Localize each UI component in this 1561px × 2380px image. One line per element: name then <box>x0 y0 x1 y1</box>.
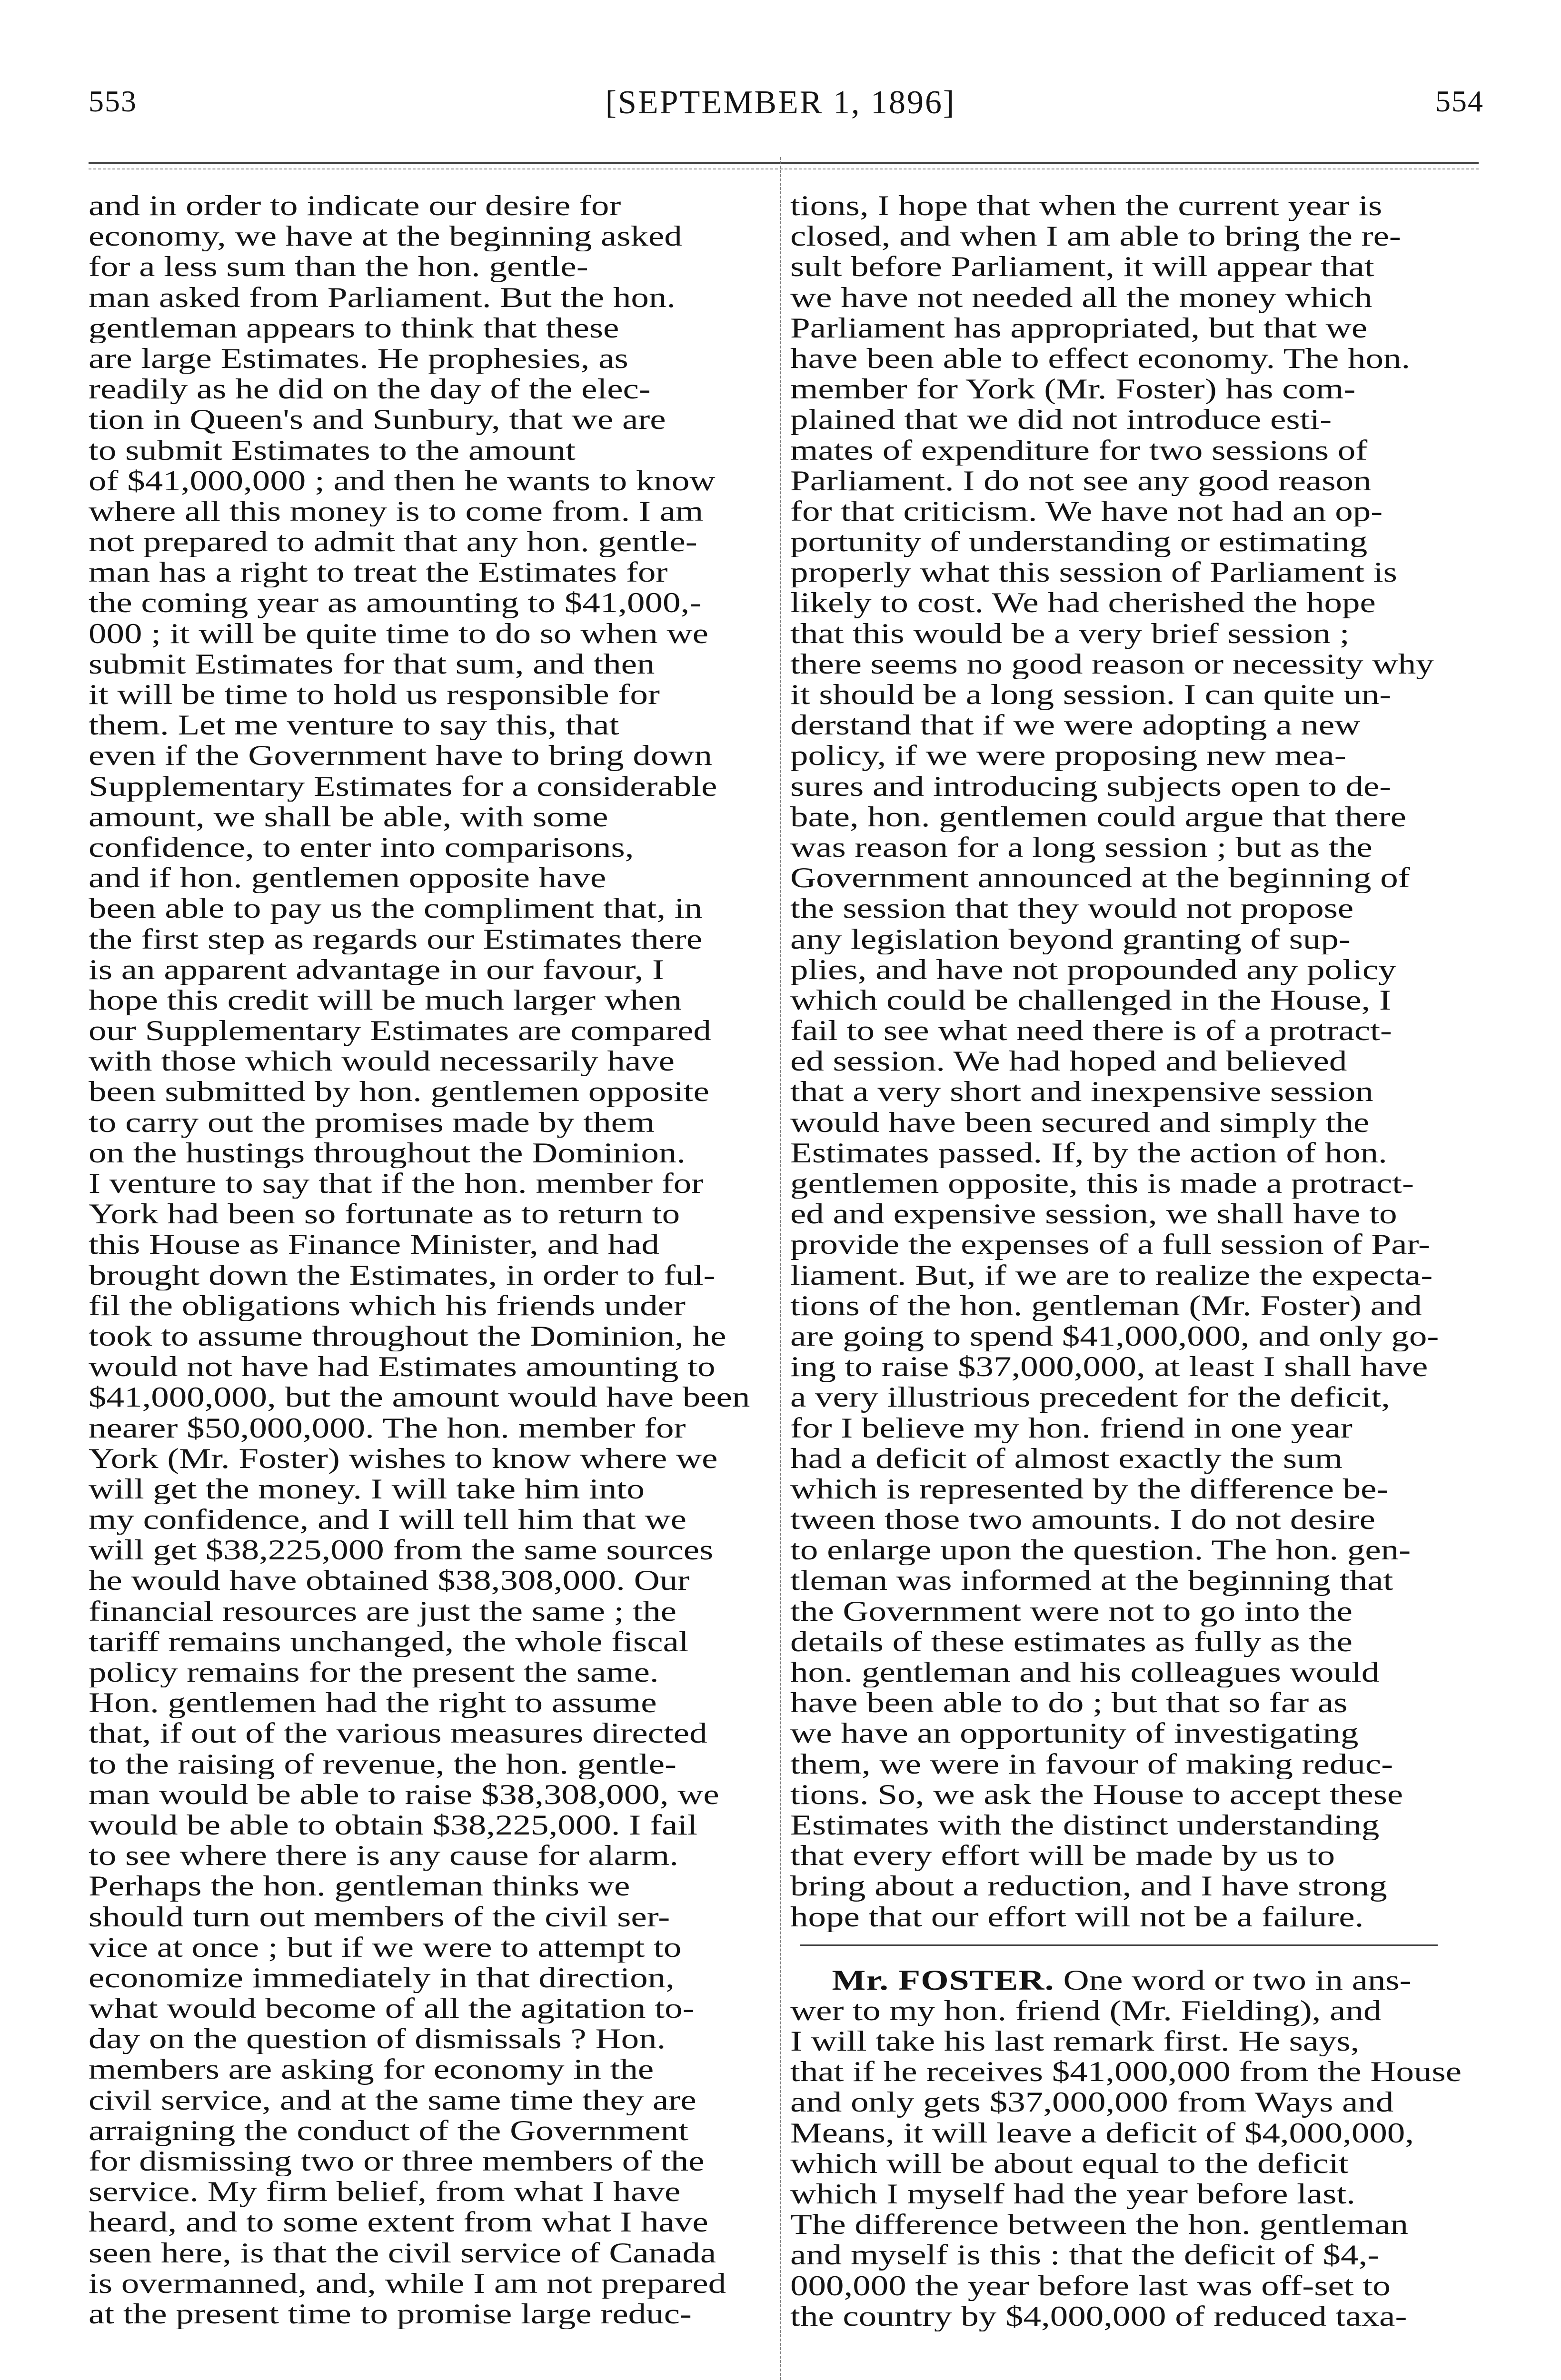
line-text: what would become of all the agitation to- <box>89 1993 695 2024</box>
text-line <box>790 649 1471 679</box>
text-line <box>89 1871 765 1901</box>
text-line <box>89 1138 765 1168</box>
text-line <box>89 557 765 587</box>
text-line <box>89 649 765 679</box>
line-text: that, if out of the various measures directed <box>89 1718 707 1749</box>
line-text: York (Mr. Foster) wishes to know where we <box>89 1443 718 1474</box>
text-line <box>790 1076 1471 1107</box>
text-line <box>790 1168 1471 1199</box>
text-line <box>89 1199 765 1229</box>
line-text: Estimates passed. If, by the action of hon. <box>790 1137 1387 1168</box>
line-text: tween those two amounts. I do not desire <box>790 1504 1375 1535</box>
text-line <box>790 1718 1471 1748</box>
line-text: nearer $50,000,000. The hon. member for <box>89 1412 686 1443</box>
column-divider <box>780 157 781 2380</box>
right-column-paragraph-1 <box>790 190 1471 1932</box>
text-line <box>89 1840 765 1871</box>
text-line <box>790 1626 1471 1657</box>
text-line <box>89 1993 765 2023</box>
text-line <box>790 618 1471 649</box>
text-line <box>89 710 765 740</box>
text-line <box>89 1810 765 1840</box>
line-text: financial resources are just the same ; the <box>89 1596 676 1626</box>
speech-separator-rule <box>800 1944 1438 1946</box>
text-line <box>89 404 765 435</box>
line-text: for a less sum than the hon. gentle- <box>89 251 588 282</box>
text-line <box>790 1687 1471 1718</box>
text-line <box>790 863 1471 893</box>
text-line <box>89 2268 765 2299</box>
line-text: economize immediately in that direction, <box>89 1962 675 1993</box>
text-line <box>89 863 765 893</box>
line-text: Perhaps the hon. gentleman thinks we <box>89 1871 630 1902</box>
line-text: would not have had Estimates amounting to <box>89 1351 716 1382</box>
text-line <box>89 2299 765 2329</box>
text-line <box>89 2176 765 2207</box>
line-text: for I believe my hon. friend in one year <box>790 1412 1352 1443</box>
line-text: brought down the Estimates, in order to ful- <box>89 1259 716 1290</box>
line-text: $41,000,000, but the amount would have been <box>89 1382 750 1413</box>
text-line <box>89 2146 765 2176</box>
text-line <box>790 2026 1471 2056</box>
text-line <box>790 1199 1471 1229</box>
line-text: gentlemen opposite, this is made a protract- <box>790 1168 1414 1199</box>
line-text: any legislation beyond granting of sup- <box>790 923 1351 954</box>
text-line <box>790 2087 1471 2117</box>
text-line <box>89 587 765 618</box>
line-text: amount, we shall be able, with some <box>89 801 608 832</box>
line-text: 000 ; it will be quite time to do so when we <box>89 618 708 649</box>
line-text: our Supplementary Estimates are compared <box>89 1015 711 1046</box>
text-line <box>790 1840 1471 1871</box>
text-line <box>790 404 1471 435</box>
text-line <box>89 1902 765 1932</box>
text-line <box>790 1504 1471 1535</box>
line-text: details of these estimates as fully as the <box>790 1626 1352 1657</box>
text-line <box>89 1932 765 1963</box>
text-line <box>89 496 765 526</box>
line-text: plies, and have not propounded any policy <box>790 954 1396 985</box>
text-line <box>89 802 765 832</box>
line-text: provide the expenses of a full session of Par- <box>790 1229 1431 1260</box>
line-text: that this would be a very brief session ; <box>790 618 1350 649</box>
text-line <box>89 1687 765 1718</box>
text-line <box>89 435 765 466</box>
line-text: the session that they would not propose <box>790 893 1354 924</box>
text-line <box>790 1260 1471 1290</box>
line-text: Hon. gentlemen had the right to assume <box>89 1687 657 1718</box>
speaker-name: Mr. FOSTER. <box>832 1964 1054 1995</box>
line-text: vice at once ; but if we were to attempt to <box>89 1932 682 1963</box>
line-text: and if hon. gentlemen opposite have <box>89 863 607 893</box>
text-line <box>790 1413 1471 1443</box>
text-line <box>790 251 1471 282</box>
page-number-left: 553 <box>89 84 137 118</box>
line-text: the Government were not to go into the <box>790 1596 1352 1626</box>
text-line <box>790 2209 1471 2240</box>
text-line <box>790 374 1471 404</box>
line-text: tleman was informed at the beginning that <box>790 1565 1393 1596</box>
line-text: been able to pay us the compliment that, in <box>89 893 703 924</box>
text-line <box>89 924 765 954</box>
text-line <box>790 1596 1471 1626</box>
text-line <box>89 1321 765 1351</box>
line-text: man has a right to treat the Estimates for <box>89 557 668 588</box>
line-text: to see where there is any cause for alarm. <box>89 1840 679 1871</box>
text-line <box>790 985 1471 1015</box>
text-line <box>790 740 1471 771</box>
line-text: which could be challenged in the House, I <box>790 984 1392 1016</box>
line-text: man asked from Parliament. But the hon. <box>89 282 676 313</box>
line-text: for that criticism. We have not had an op- <box>790 496 1383 527</box>
line-text: the coming year as amounting to $41,000,- <box>89 587 702 618</box>
line-text: tions. So, we ask the House to accept these <box>790 1779 1403 1810</box>
text-line <box>89 1413 765 1443</box>
line-text: are large Estimates. He prophesies, as <box>89 343 628 374</box>
line-text: hope this credit will be much larger when <box>89 984 682 1016</box>
text-line <box>89 466 765 496</box>
line-text: have been able to effect economy. The hon. <box>790 343 1411 374</box>
text-line <box>89 1290 765 1321</box>
text-line <box>790 1321 1471 1351</box>
text-line <box>89 221 765 251</box>
line-text: closed, and when I am able to bring the re- <box>790 221 1401 252</box>
text-line <box>790 2301 1471 2331</box>
text-line <box>790 771 1471 802</box>
line-text: submit Estimates for that sum, and then <box>89 648 655 679</box>
left-column-paragraph <box>89 190 765 2329</box>
line-text: should turn out members of the civil ser- <box>89 1901 670 1932</box>
line-text: on the hustings throughout the Dominion. <box>89 1137 686 1168</box>
line-text: that a very short and inexpensive session <box>790 1076 1373 1107</box>
right-column-paragraph-2 <box>790 1965 1471 2331</box>
line-text: will get $38,225,000 from the same sources <box>89 1535 714 1566</box>
line-text: them, we were in favour of making reduc- <box>790 1748 1393 1779</box>
line-text: that if he receives $41,000,000 from the House <box>790 2056 1462 2087</box>
text-line <box>790 1565 1471 1596</box>
header-rule <box>89 162 1479 164</box>
line-text: are going to spend $41,000,000, and only go- <box>790 1320 1439 1352</box>
text-line <box>790 1382 1471 1412</box>
text-line <box>89 1015 765 1046</box>
text-line <box>89 526 765 557</box>
line-text: we have not needed all the money which <box>790 282 1372 313</box>
text-line <box>89 2023 765 2054</box>
line-text: Estimates with the distinct understanding <box>790 1809 1380 1841</box>
line-text: sures and introducing subjects open to de- <box>790 771 1392 802</box>
line-text: bring about a reduction, and I have strong <box>790 1871 1387 1902</box>
line-text: readily as he did on the day of the elec- <box>89 374 651 405</box>
text-line <box>790 1046 1471 1076</box>
line-text: this House as Finance Minister, and had <box>89 1229 659 1260</box>
text-line <box>89 1168 765 1199</box>
line-text: which I myself had the year before last. <box>790 2179 1356 2210</box>
text-line <box>790 802 1471 832</box>
text-line <box>790 2056 1471 2087</box>
text-line <box>89 2054 765 2084</box>
line-text: confidence, to enter into comparisons, <box>89 832 634 863</box>
right-column <box>790 190 1471 2331</box>
text-line <box>89 985 765 1015</box>
text-line <box>89 1260 765 1290</box>
text-line <box>89 1596 765 1626</box>
text-line <box>89 740 765 771</box>
text-line <box>790 1107 1471 1138</box>
line-text: Government announced at the beginning of <box>790 863 1410 893</box>
line-text: sult before Parliament, it will appear that <box>790 251 1374 282</box>
line-text: bate, hon. gentlemen could argue that there <box>790 801 1406 832</box>
text-line <box>790 893 1471 923</box>
text-line <box>790 343 1471 374</box>
text-line <box>790 1015 1471 1046</box>
text-line <box>89 1351 765 1382</box>
line-text: liament. But, if we are to realize the expecta- <box>790 1259 1433 1290</box>
line-text: been submitted by hon. gentlemen opposite <box>89 1076 709 1107</box>
text-line <box>89 251 765 282</box>
line-text: policy remains for the present the same. <box>89 1657 659 1688</box>
line-text: my confidence, and I will tell him that we <box>89 1504 686 1535</box>
line-text: for dismissing two or three members of the <box>89 2146 705 2177</box>
text-line <box>89 2115 765 2146</box>
text-line <box>790 466 1471 496</box>
line-text: which is represented by the difference be- <box>790 1473 1389 1505</box>
text-line <box>790 587 1471 618</box>
line-text: it should be a long session. I can quite un- <box>790 679 1392 710</box>
line-text: Means, it will leave a deficit of $4,000,000, <box>790 2117 1414 2148</box>
line-text: tions, I hope that when the current year is <box>790 190 1382 221</box>
line-text: mates of expenditure for two sessions of <box>790 435 1368 466</box>
text-line <box>790 1138 1471 1168</box>
text-line <box>89 679 765 710</box>
text-line <box>89 1657 765 1687</box>
text-line <box>89 1626 765 1657</box>
text-line <box>790 1657 1471 1687</box>
line-text: not prepared to admit that any hon. gentle- <box>89 526 697 557</box>
text-line <box>790 526 1471 557</box>
text-line <box>790 710 1471 740</box>
text-line <box>89 1382 765 1412</box>
line-text: members are asking for economy in the <box>89 2054 654 2085</box>
line-text: tions of the hon. gentleman (Mr. Foster) and <box>790 1290 1422 1321</box>
text-line <box>89 1229 765 1259</box>
line-text: ed and expensive session, we shall have to <box>790 1199 1397 1230</box>
line-text: to enlarge upon the question. The hon. gen- <box>790 1535 1411 1566</box>
line-text: I will take his last remark first. He says, <box>790 2026 1360 2057</box>
text-line <box>790 190 1471 221</box>
text-line <box>790 2179 1471 2209</box>
text-line <box>790 1995 1471 2026</box>
line-text: fail to see what need there is of a protract- <box>790 1015 1392 1046</box>
line-text: the first step as regards our Estimates there <box>89 923 703 954</box>
text-line <box>790 1810 1471 1840</box>
line-text: of $41,000,000 ; and then he wants to know <box>89 465 716 496</box>
line-text: to submit Estimates to the amount <box>89 435 576 466</box>
text-line <box>790 2271 1471 2301</box>
text-line <box>89 343 765 374</box>
text-line <box>790 282 1471 313</box>
line-text: man would be able to raise $38,308,000, we <box>89 1779 719 1810</box>
line-text: them. Let me venture to say this, that <box>89 710 619 741</box>
line-text: and in order to indicate our desire for <box>89 190 621 221</box>
line-text: hope that our effort will not be a failure. <box>790 1901 1364 1932</box>
text-line <box>89 1474 765 1504</box>
text-line <box>790 679 1471 710</box>
line-text: economy, we have at the beginning asked <box>89 221 682 252</box>
text-line <box>89 1504 765 1535</box>
line-text: properly what this session of Parliament is <box>790 557 1397 588</box>
line-text: arraigning the conduct of the Government <box>89 2115 688 2146</box>
line-text: a very illustrious precedent for the deficit, <box>790 1382 1390 1413</box>
text-line <box>89 282 765 313</box>
text-line <box>790 221 1471 251</box>
line-text: have been able to do ; but that so far as <box>790 1687 1348 1718</box>
line-text: One word or two in ans- <box>1054 1964 1412 1995</box>
text-line <box>89 1963 765 1993</box>
line-text: gentleman appears to think that these <box>89 312 619 343</box>
text-line <box>89 190 765 221</box>
line-text: civil service, and at the same time they are <box>89 2084 696 2115</box>
line-text: Parliament. I do not see any good reason <box>790 465 1372 496</box>
line-text: was reason for a long session ; but as the <box>790 832 1372 863</box>
text-line <box>89 2238 765 2268</box>
text-line <box>89 1107 765 1138</box>
line-text: where all this money is to come from. I am <box>89 496 704 527</box>
text-line <box>89 374 765 404</box>
line-text: Supplementary Estimates for a considerable <box>89 771 717 802</box>
line-text: ing to raise $37,000,000, at least I shall have <box>790 1351 1428 1382</box>
line-text: The difference between the hon. gentleman <box>790 2209 1409 2240</box>
text-line <box>790 313 1471 343</box>
line-text: tion in Queen's and Sunbury, that we are <box>89 404 666 435</box>
line-text: at the present time to promise large reduc- <box>89 2298 692 2330</box>
line-text: took to assume throughout the Dominion, he <box>89 1320 726 1352</box>
text-line <box>89 1779 765 1810</box>
line-text: heard, and to some extent from what I have <box>89 2207 708 2238</box>
line-text: seen here, is that the civil service of Canada <box>89 2237 716 2268</box>
text-line <box>790 1965 1471 1995</box>
line-text: portunity of understanding or estimating <box>790 526 1368 557</box>
text-line <box>790 832 1471 863</box>
line-text: he would have obtained $38,308,000. Our <box>89 1565 690 1596</box>
line-text: fil the obligations which his friends under <box>89 1290 686 1321</box>
text-line <box>790 1290 1471 1321</box>
text-line <box>790 1443 1471 1474</box>
text-line <box>89 1749 765 1779</box>
left-column <box>89 190 765 2329</box>
text-line <box>790 1351 1471 1382</box>
text-line <box>790 1749 1471 1779</box>
line-text: wer to my hon. friend (Mr. Fielding), and <box>790 1995 1382 2026</box>
text-line <box>790 435 1471 466</box>
line-text: and myself is this : that the deficit of $4,- <box>790 2240 1380 2271</box>
line-text: had a deficit of almost exactly the sum <box>790 1443 1343 1474</box>
line-text: derstand that if we were adopting a new <box>790 710 1361 741</box>
line-text: is an apparent advantage in our favour, I <box>89 954 665 985</box>
text-line <box>790 1474 1471 1504</box>
line-text: ed session. We had hoped and believed <box>790 1046 1347 1077</box>
text-line <box>89 2085 765 2115</box>
text-line <box>89 1718 765 1748</box>
text-line <box>89 832 765 863</box>
line-text: will get the money. I will take him into <box>89 1473 645 1505</box>
text-line <box>89 1565 765 1596</box>
line-text: to carry out the promises made by them <box>89 1107 655 1138</box>
text-line <box>790 1535 1471 1565</box>
page-header <box>0 84 1561 136</box>
line-text: would be able to obtain $38,225,000. I fail <box>89 1809 697 1841</box>
line-text: it will be time to hold us responsible for <box>89 679 660 710</box>
page-number-right: 554 <box>1435 84 1484 118</box>
line-text: even if the Government have to bring down <box>89 740 713 771</box>
text-line <box>89 313 765 343</box>
line-text: member for York (Mr. Foster) has com- <box>790 374 1356 405</box>
text-line <box>89 954 765 985</box>
text-line <box>790 1779 1471 1810</box>
line-text: which will be about equal to the deficit <box>790 2148 1349 2179</box>
text-line <box>89 1535 765 1565</box>
text-line <box>790 1229 1471 1259</box>
line-text: there seems no good reason or necessity why <box>790 648 1434 679</box>
text-line <box>89 618 765 649</box>
line-text: York had been so fortunate as to return to <box>89 1199 680 1230</box>
line-text: and only gets $37,000,000 from Ways and <box>790 2087 1394 2118</box>
line-text: to the raising of revenue, the hon. gentle- <box>89 1748 677 1779</box>
text-line <box>790 1902 1471 1932</box>
line-text: would have been secured and simply the <box>790 1107 1370 1138</box>
line-text: that every effort will be made by us to <box>790 1840 1335 1871</box>
text-line <box>790 954 1471 985</box>
line-text: day on the question of dismissals ? Hon. <box>89 2023 666 2054</box>
line-text: I venture to say that if the hon. member for <box>89 1168 704 1199</box>
line-text: likely to cost. We had cherished the hope <box>790 587 1376 618</box>
line-text: service. My firm belief, from what I have <box>89 2176 681 2207</box>
text-line <box>790 1871 1471 1901</box>
text-line <box>89 2207 765 2237</box>
line-text: the country by $4,000,000 of reduced taxa- <box>790 2301 1407 2331</box>
text-line <box>89 771 765 802</box>
text-line <box>790 557 1471 587</box>
text-line <box>790 496 1471 526</box>
text-line <box>790 924 1471 954</box>
line-text: policy, if we were proposing new mea- <box>790 740 1346 771</box>
text-line <box>790 2118 1471 2148</box>
line-text: is overmanned, and, while I am not prepared <box>89 2268 726 2299</box>
page-date: [SEPTEMBER 1, 1896] <box>605 84 956 121</box>
line-text: plained that we did not introduce esti- <box>790 404 1332 435</box>
text-line <box>790 2240 1471 2270</box>
text-line <box>89 1443 765 1474</box>
text-line <box>89 1046 765 1076</box>
line-text: Parliament has appropriated, but that we <box>790 312 1368 343</box>
text-line <box>89 1076 765 1107</box>
line-text: with those which would necessarily have <box>89 1046 675 1077</box>
line-text: 000,000 the year before last was off-set to <box>790 2270 1391 2301</box>
line-text: hon. gentleman and his colleagues would <box>790 1657 1380 1688</box>
text-line <box>89 893 765 923</box>
text-line <box>790 2148 1471 2179</box>
line-text: we have an opportunity of investigating <box>790 1718 1359 1749</box>
line-text: tariff remains unchanged, the whole fiscal <box>89 1626 689 1657</box>
